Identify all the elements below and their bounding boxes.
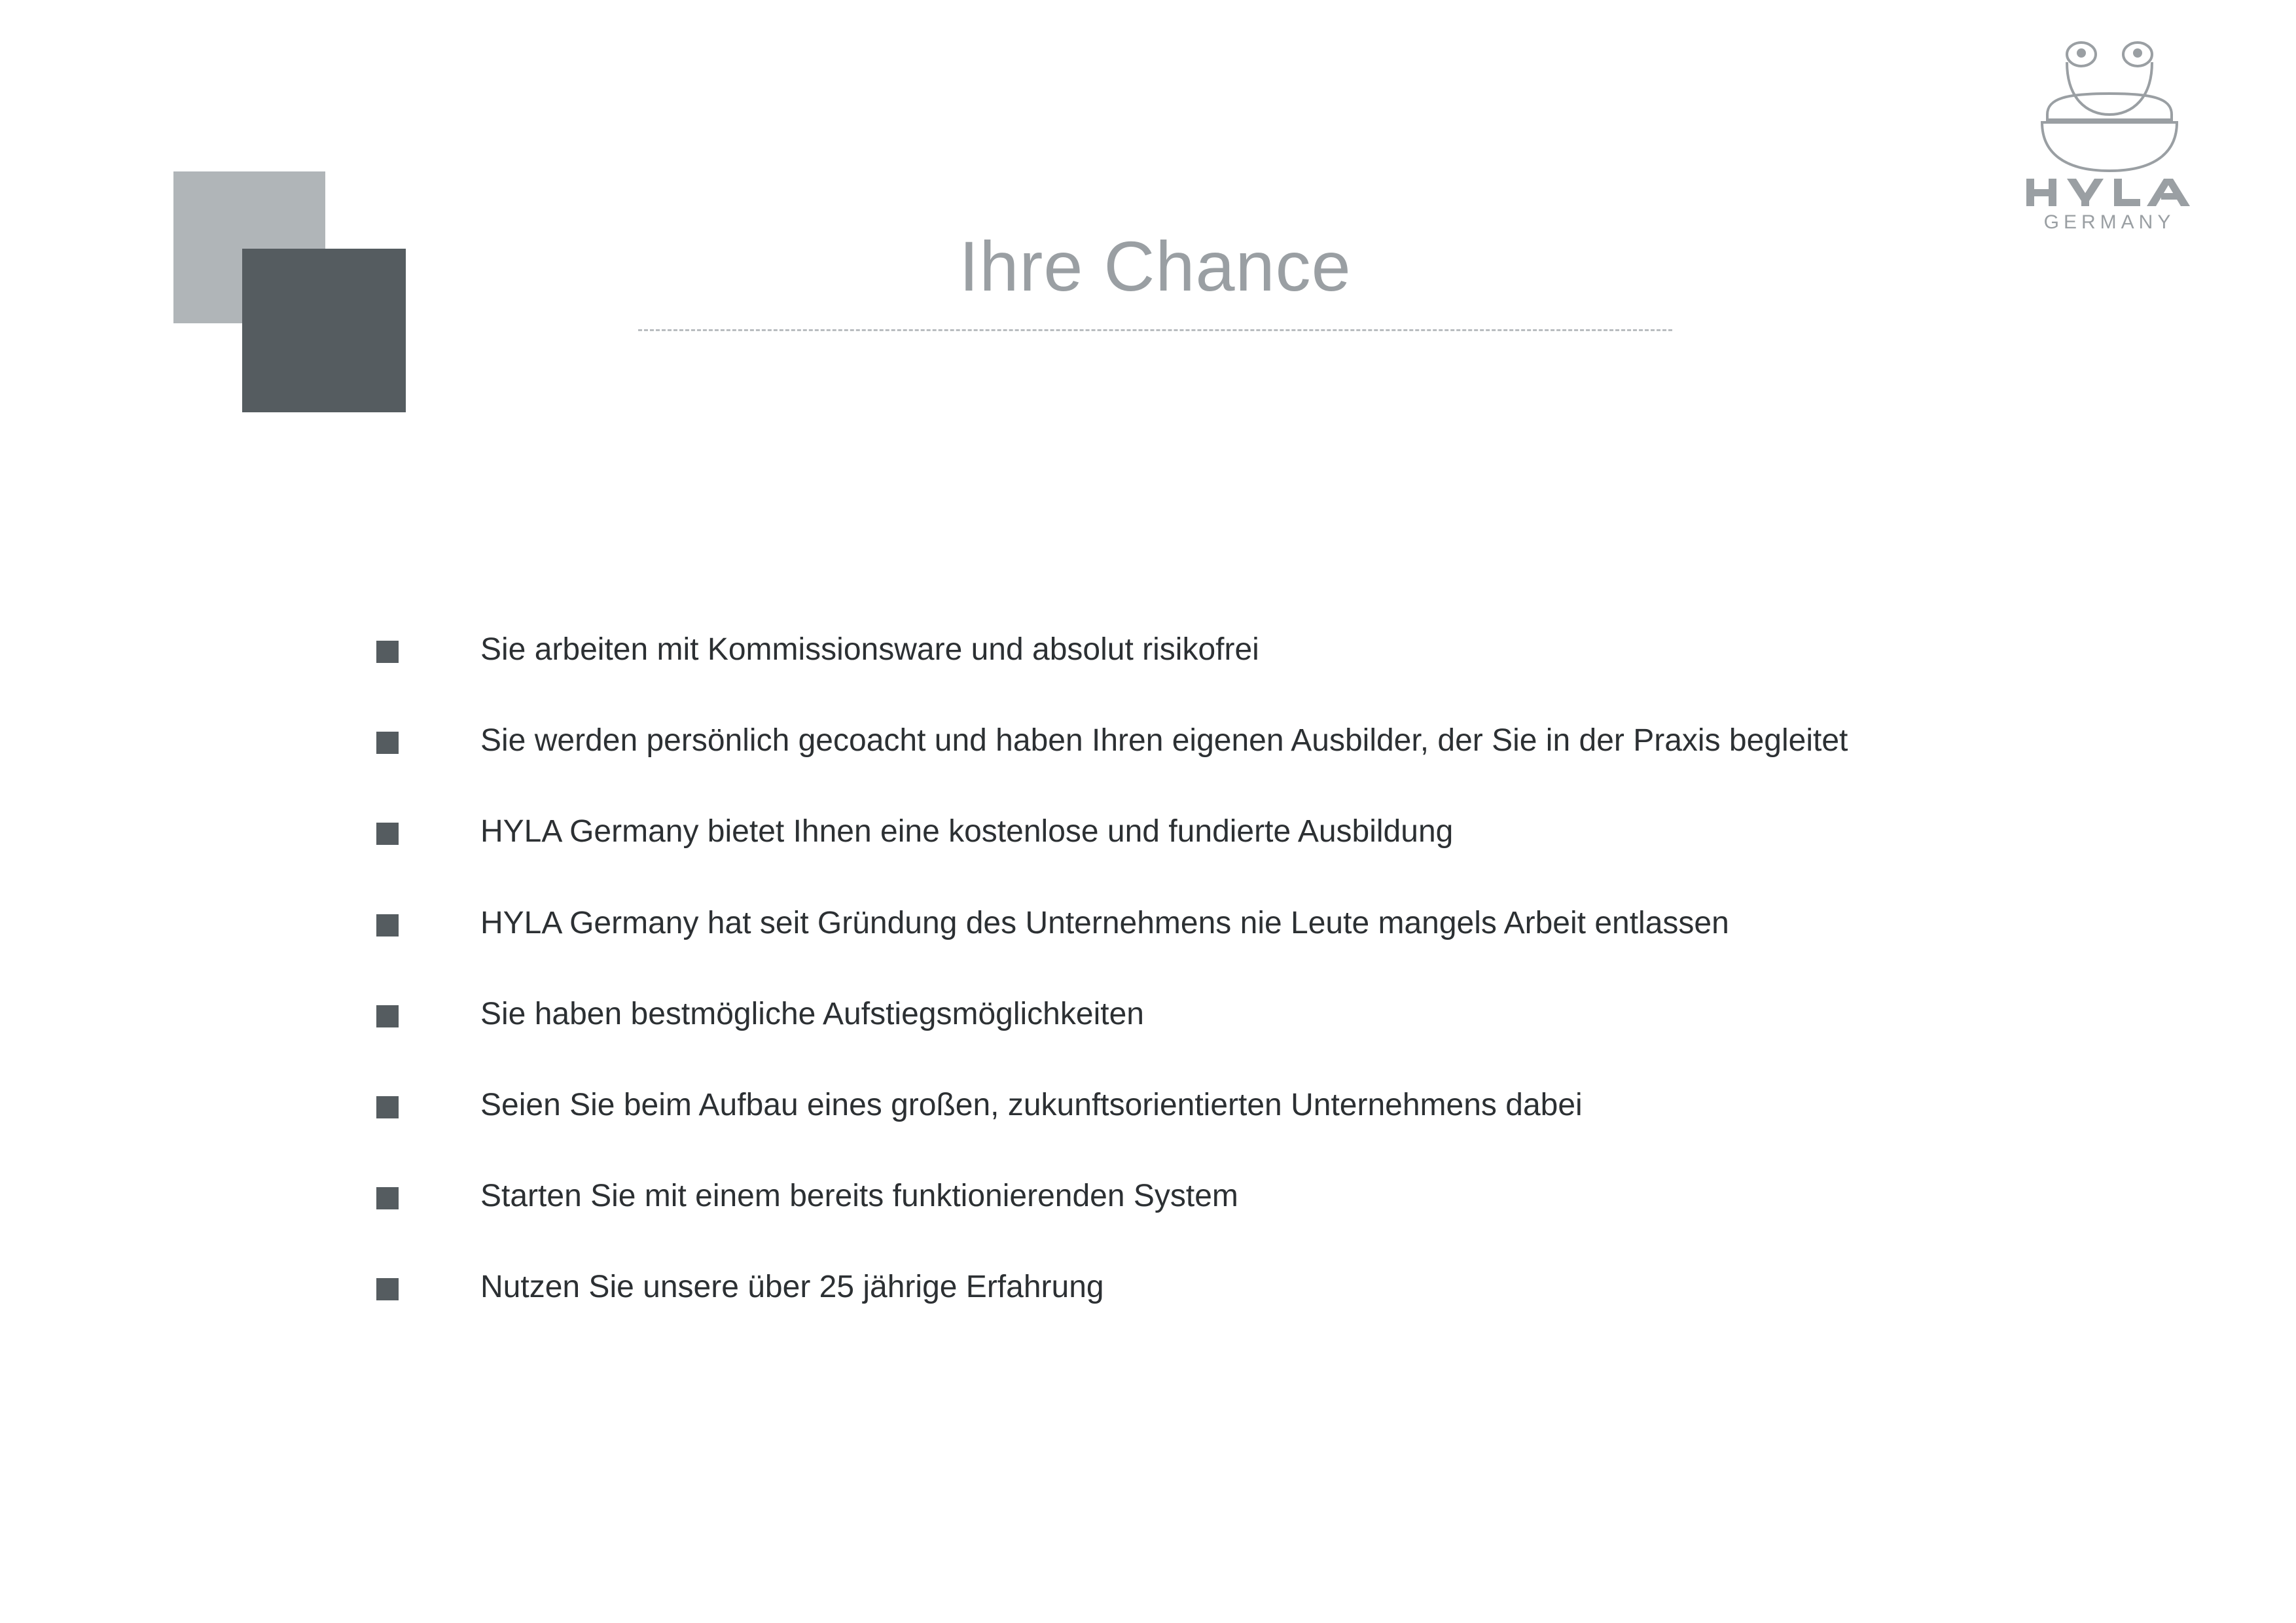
list-item — [376, 996, 2144, 1032]
bullet-square-icon — [376, 823, 399, 845]
list-item-label: HYLA Germany hat seit Gründung des Unternehmens nie Leute mangels Arbeit entlassen — [480, 905, 1729, 940]
list-item — [376, 905, 2144, 941]
list-item — [376, 722, 2144, 758]
list-item-label: Starten Sie mit einem bereits funktionierenden System — [480, 1179, 1238, 1214]
bullet-square-icon — [376, 914, 399, 936]
hyla-wordmark-shape — [2026, 179, 2190, 206]
list-item — [376, 1269, 2144, 1305]
list-item-label: Nutzen Sie unsere über 25 jährige Erfahrung — [480, 1270, 1104, 1305]
list-item-label: HYLA Germany bietet Ihnen eine kostenlose und fundierte Ausbildung — [480, 814, 1454, 849]
title-divider — [638, 329, 1672, 331]
list-item — [376, 1178, 2144, 1214]
page-title: Ihre Chance — [959, 226, 1352, 306]
bullet-square-icon — [376, 1005, 399, 1027]
list-item-label: Sie haben bestmögliche Aufstiegsmöglichkeiten — [480, 996, 1144, 1031]
title-block — [628, 226, 1682, 331]
list-item-label: Seien Sie beim Aufbau eines großen, zukunftsorientierten Unternehmens dabei — [480, 1087, 1583, 1122]
hyla-logo — [2001, 36, 2217, 298]
bullet-square-icon — [376, 732, 399, 754]
list-item — [376, 1087, 2144, 1123]
bullet-square-icon — [376, 1187, 399, 1209]
logo-subtitle: GERMANY — [2043, 211, 2176, 233]
bullet-square-icon — [376, 1278, 399, 1300]
list-item-label: Sie werden persönlich gecoacht und haben Ihren eigenen Ausbilder, der Sie in der Praxis begleitet — [480, 723, 1848, 758]
frog-logo-icon — [2001, 36, 2217, 298]
bullet-list — [376, 632, 2144, 1361]
list-item — [376, 632, 2144, 668]
list-item-label: Sie arbeiten mit Kommissionsware und absolut risikofrei — [480, 632, 1259, 667]
decorative-square-dark — [242, 249, 406, 412]
list-item — [376, 813, 2144, 849]
bullet-square-icon — [376, 1096, 399, 1118]
bullet-square-icon — [376, 641, 399, 663]
